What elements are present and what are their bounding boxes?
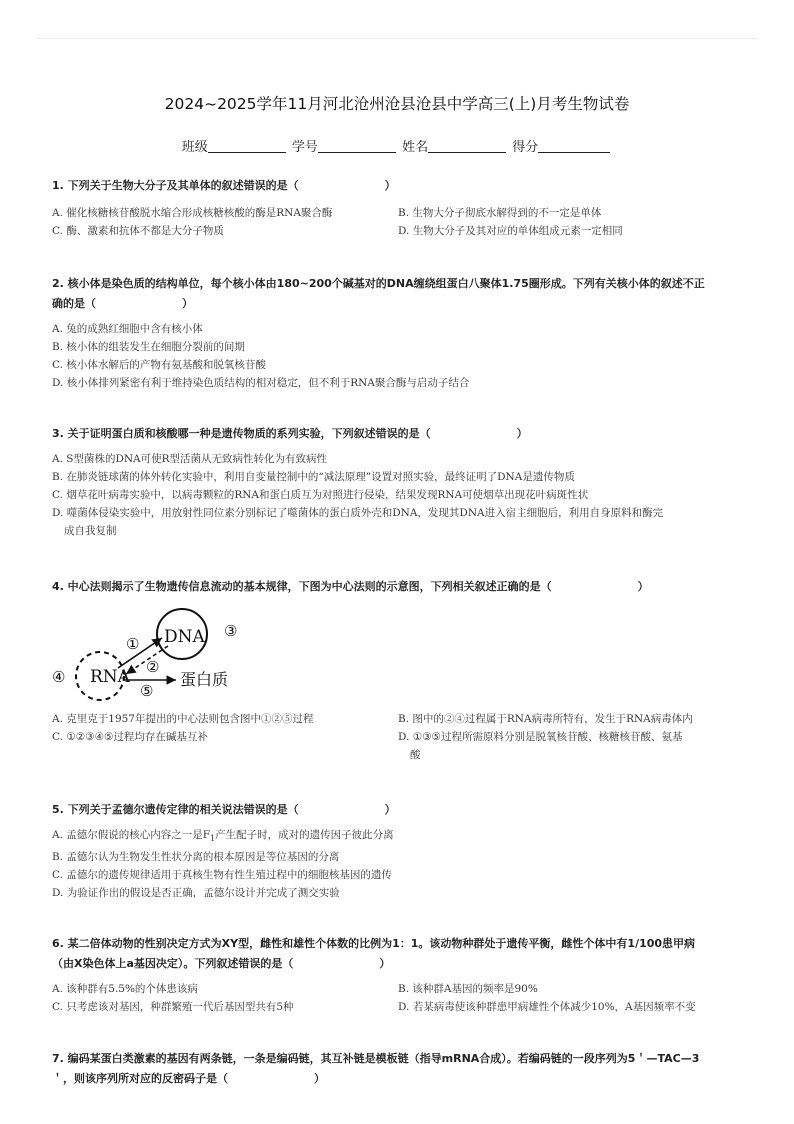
option-a[interactable]: A. 该种群有5.5%的个体患该病 bbox=[52, 983, 198, 995]
score-label: 得分 bbox=[512, 140, 539, 155]
question-7 bbox=[52, 1049, 742, 1089]
question-stem: 3. 关于证明蛋白质和核酸哪一种是遗传物质的系列实验，下列叙述错误的是（ ） bbox=[52, 427, 528, 440]
label-4: ④ bbox=[52, 668, 66, 686]
option-a[interactable]: A. S型菌株的DNA可使R型活菌从无致病性转化为有致病性 bbox=[52, 453, 328, 465]
question-5 bbox=[52, 800, 742, 902]
question-4-options bbox=[52, 710, 742, 764]
question-stem: 1. 下列关于生物大分子及其单体的叙述错误的是（ ） bbox=[52, 179, 396, 192]
option-c[interactable]: C. ①②③④⑤过程均存在碱基互补 bbox=[52, 731, 208, 743]
question-3 bbox=[52, 424, 742, 540]
option-b[interactable]: B. 在肺炎链球菌的体外转化实验中，利用自变量控制中的“减法原理”设置对照实验，最终证明了DNA是遗传物质 bbox=[52, 471, 575, 483]
option-c[interactable]: C. 只考虑该对基因，种群繁殖一代后基因型共有5种 bbox=[52, 1001, 294, 1013]
option-a[interactable]: A. 兔的成熟红细胞中含有核小体 bbox=[52, 323, 203, 335]
option-a[interactable]: A. 催化核糖核苷酸脱水缩合形成核糖核酸的酶是RNA聚合酶 bbox=[52, 207, 333, 219]
score-blank[interactable] bbox=[538, 140, 610, 153]
page-top-rule bbox=[36, 38, 758, 39]
dna-label: DNA bbox=[164, 627, 205, 647]
option-c[interactable]: C. 孟德尔的遗传规律适用于真核生物有性生殖过程中的细胞核基因的遗传 bbox=[52, 869, 392, 882]
label-3: ③ bbox=[224, 622, 238, 640]
option-a[interactable]: A. 孟德尔假说的核心内容之一是$F_1$产生配子时，成对的遗传因子彼此分离 bbox=[52, 829, 394, 844]
option-c[interactable]: C. 酶、激素和抗体不都是大分子物质 bbox=[52, 225, 224, 237]
question-4 bbox=[52, 577, 742, 597]
label-1: ① bbox=[126, 635, 140, 653]
name-label: 姓名 bbox=[402, 140, 429, 155]
rna-label: RNA bbox=[90, 667, 130, 687]
option-b[interactable]: B. 生物大分子彻底水解得到的不一定是单体 bbox=[398, 207, 602, 219]
question-stem: 6. 某二倍体动物的性别决定方式为XY型，雌性和雄性个体数的比例为1：1。该动物种群处于遗传平衡，雌性个体中有1/100患甲病 （由X染色体上a基因决定）。下列叙述错误的是（ ） bbox=[52, 937, 696, 970]
question-6 bbox=[52, 934, 742, 1016]
option-b[interactable]: B. 孟德尔认为生物发生性状分离的根本原因是等位基因的分离 bbox=[52, 851, 340, 864]
option-d[interactable]: D. ①③⑤过程所需原料分别是脱氧核苷酸、核糖核苷酸、氨基 酸 bbox=[398, 731, 683, 761]
option-c[interactable]: C. 烟草花叶病毒实验中，以病毒颗粒的RNA和蛋白质互为对照进行侵染，结果发现RNA可使烟草出现花叶病斑性状 bbox=[52, 489, 589, 501]
option-d[interactable]: D. 为验证作出的假设是否正确，孟德尔设计并完成了测交实验 bbox=[52, 887, 340, 900]
option-d[interactable]: D. 噬菌体侵染实验中，用放射性同位素分别标记了噬菌体的蛋白质外壳和DNA，发现其DNA进入宿主细胞后，利用自身原料和酶完 bbox=[52, 507, 664, 519]
question-stem: 7. 编码某蛋白类激素的基因有两条链，一条是编码链，其互补链是模板链（指导mRNA合成）。若编码链的一段序列为5＇—TAC—3 ＇，则该序列所对应的反密码子是（ ） bbox=[52, 1052, 700, 1085]
question-stem: 4. 中心法则揭示了生物遗传信息流动的基本规律，下图为中心法则的示意图，下列相关叙述正确的是（ ） bbox=[52, 580, 649, 593]
question-2 bbox=[52, 274, 742, 392]
id-blank[interactable] bbox=[318, 140, 396, 153]
central-dogma-diagram bbox=[52, 602, 252, 702]
class-label: 班级 bbox=[181, 140, 208, 155]
label-2: ② bbox=[146, 658, 160, 676]
option-b[interactable]: B. 该种群A基因的频率是90% bbox=[398, 983, 538, 995]
question-stem: 5. 下列关于孟德尔遗传定律的相关说法错误的是（ ） bbox=[52, 803, 396, 816]
id-label: 学号 bbox=[291, 140, 318, 155]
option-d[interactable]: D. 核小体排列紧密有利于维持染色质结构的相对稳定，但不利于RNA聚合酶与启动子结合 bbox=[52, 377, 470, 389]
protein-label: 蛋白质 bbox=[180, 670, 229, 689]
question-stem: 2. 核小体是染色质的结构单位，每个核小体由180~200个碱基对的DNA缠绕组蛋白八聚体1.75圈形成。下列有关核小体的叙述不正 确的是（ ） bbox=[52, 277, 705, 310]
option-d[interactable]: D. 生物大分子及其对应的单体组成元素一定相同 bbox=[398, 225, 623, 237]
name-blank[interactable] bbox=[428, 140, 506, 153]
option-d-continuation: 成自我复制 bbox=[64, 525, 117, 537]
option-b[interactable]: B. 图中的②④过程属于RNA病毒所特有，发生于RNA病毒体内 bbox=[398, 713, 693, 725]
option-b[interactable]: B. 核小体的组装发生在细胞分裂前的间期 bbox=[52, 341, 245, 353]
option-a[interactable]: A. 克里克于1957年提出的中心法则包含图中①②⑤过程 bbox=[52, 713, 314, 725]
student-info-line bbox=[0, 136, 794, 155]
option-d[interactable]: D. 若某病毒使该种群患甲病雄性个体减少10%，A基因频率不变 bbox=[398, 1001, 696, 1013]
label-5: ⑤ bbox=[140, 682, 154, 700]
option-c[interactable]: C. 核小体水解后的产物有氨基酸和脱氧核苷酸 bbox=[52, 359, 266, 371]
class-blank[interactable] bbox=[208, 140, 286, 153]
page-title: 2024~2025学年11月河北沧州沧县沧县中学高三(上)月考生物试卷 bbox=[164, 95, 630, 113]
question-1 bbox=[52, 176, 742, 240]
